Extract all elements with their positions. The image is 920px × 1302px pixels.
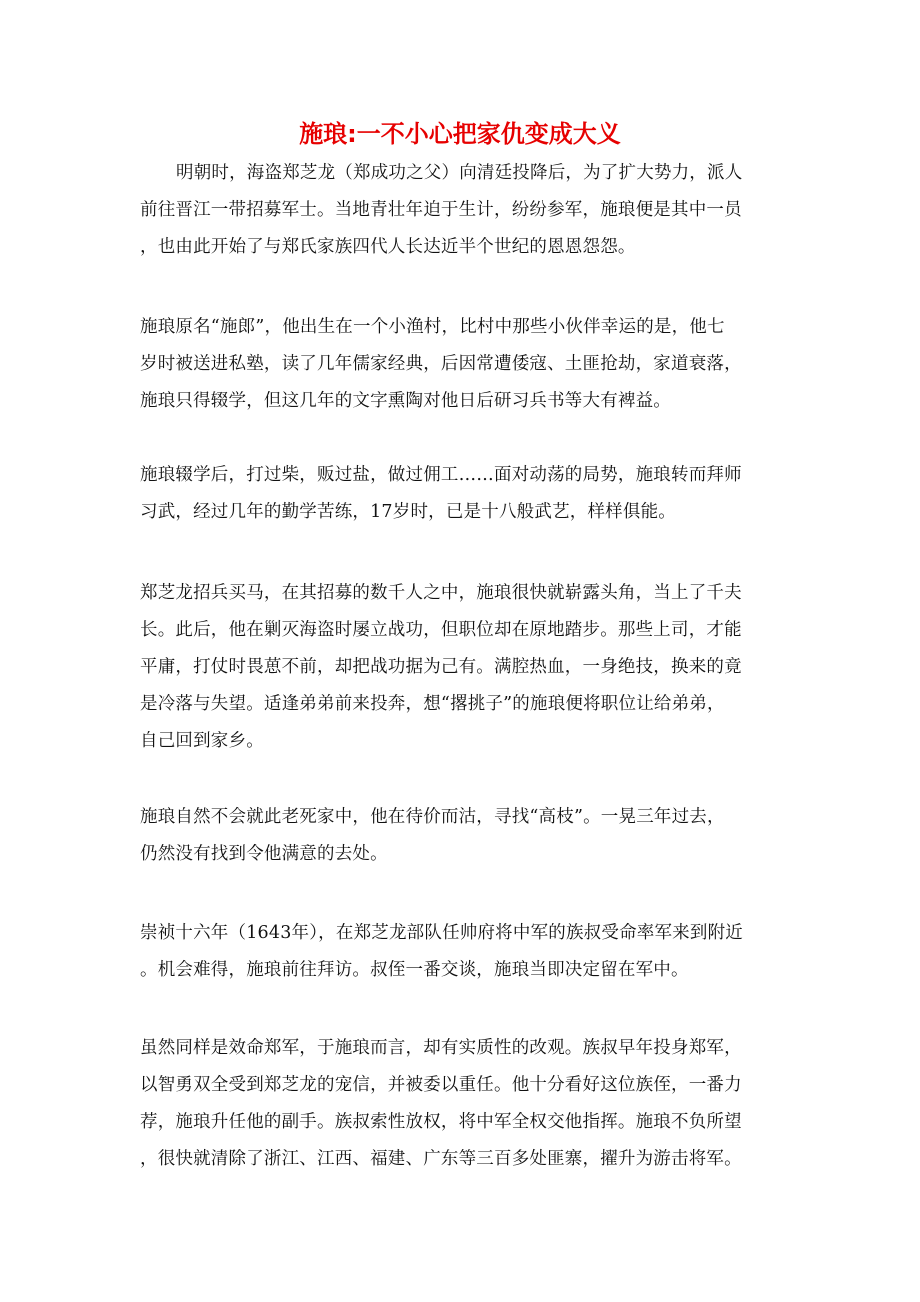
paragraph-5 bbox=[140, 799, 780, 873]
paragraph-line: 习武，经过几年的勤学苦练，17岁时，已是十八般武艺，样样俱能。 bbox=[140, 502, 676, 522]
paragraph-line: 施琅只得辍学，但这几年的文字熏陶对他日后研习兵书等大有裨益。 bbox=[140, 391, 671, 411]
paragraph-6 bbox=[140, 915, 780, 989]
paragraph-line: 岁时被送进私塾，读了几年儒家经典，后因常遭倭寇、土匪抢劫，家道衰落， bbox=[140, 354, 742, 374]
paragraph-4 bbox=[140, 575, 780, 760]
paragraph-line: 平庸，打仗时畏葸不前，却把战功据为己有。满腔热血，一身绝技，换来的竟 bbox=[140, 657, 742, 677]
paragraph-1 bbox=[140, 155, 780, 266]
paragraph-line: 明朝时，海盗郑芝龙（郑成功之父）向清廷投降后，为了扩大势力，派人 bbox=[176, 163, 743, 183]
paragraph-line: 荐，施琅升任他的副手。族叔索性放权，将中军全权交他指挥。施琅不负所望 bbox=[140, 1112, 742, 1132]
paragraph-line: ，也由此开始了与郑氏家族四代人长达近半个世纪的恩恩怨怨。 bbox=[140, 237, 636, 257]
paragraph-line: 郑芝龙招兵买马，在其招募的数千人之中，施琅很快就崭露头角，当上了千夫 bbox=[140, 583, 742, 603]
document-title: 施琅:一不小心把家仇变成大义 bbox=[299, 120, 621, 148]
paragraph-line: 施琅辍学后，打过柴，贩过盐，做过佣工……面对动荡的局势，施琅转而拜师 bbox=[140, 465, 742, 485]
paragraph-line: 虽然同样是效命郑军，于施琅而言，却有实质性的改观。族叔早年投身郑军， bbox=[140, 1038, 742, 1058]
paragraph-line: 崇祯十六年（1643年），在郑芝龙部队任帅府将中军的族叔受命率军来到附近 bbox=[140, 923, 743, 943]
paragraph-line: 施琅原名“施郎”，他出生在一个小渔村，比村中那些小伙伴幸运的是，他七 bbox=[140, 317, 725, 337]
paragraph-line: ，很快就清除了浙江、江西、福建、广东等三百多处匪寨，擢升为游击将军。 bbox=[140, 1149, 742, 1169]
paragraph-line: 自己回到家乡。 bbox=[140, 731, 264, 751]
paragraph-2 bbox=[140, 309, 780, 420]
paragraph-line: 是冷落与失望。适逢弟弟前来投奔，想“撂挑子”的施琅便将职位让给弟弟， bbox=[140, 694, 725, 714]
paragraph-line: 施琅自然不会就此老死家中，他在待价而沽，寻找“高枝”。一晃三年过去， bbox=[140, 807, 725, 827]
paragraph-line: 前往晋江一带招募军士。当地青壮年迫于生计，纷纷参军，施琅便是其中一员 bbox=[140, 200, 742, 220]
paragraph-line: 。机会难得，施琅前往拜访。叔侄一番交谈，施琅当即决定留在军中。 bbox=[140, 960, 689, 980]
paragraph-7 bbox=[140, 1030, 780, 1178]
paragraph-line: 仍然没有找到令他满意的去处。 bbox=[140, 844, 388, 864]
paragraph-line: 长。此后，他在剿灭海盗时屡立战功，但职位却在原地踏步。那些上司，才能 bbox=[140, 620, 742, 640]
paragraph-line: 以智勇双全受到郑芝龙的宠信，并被委以重任。他十分看好这位族侄，一番力 bbox=[140, 1075, 742, 1095]
paragraph-3 bbox=[140, 457, 780, 531]
